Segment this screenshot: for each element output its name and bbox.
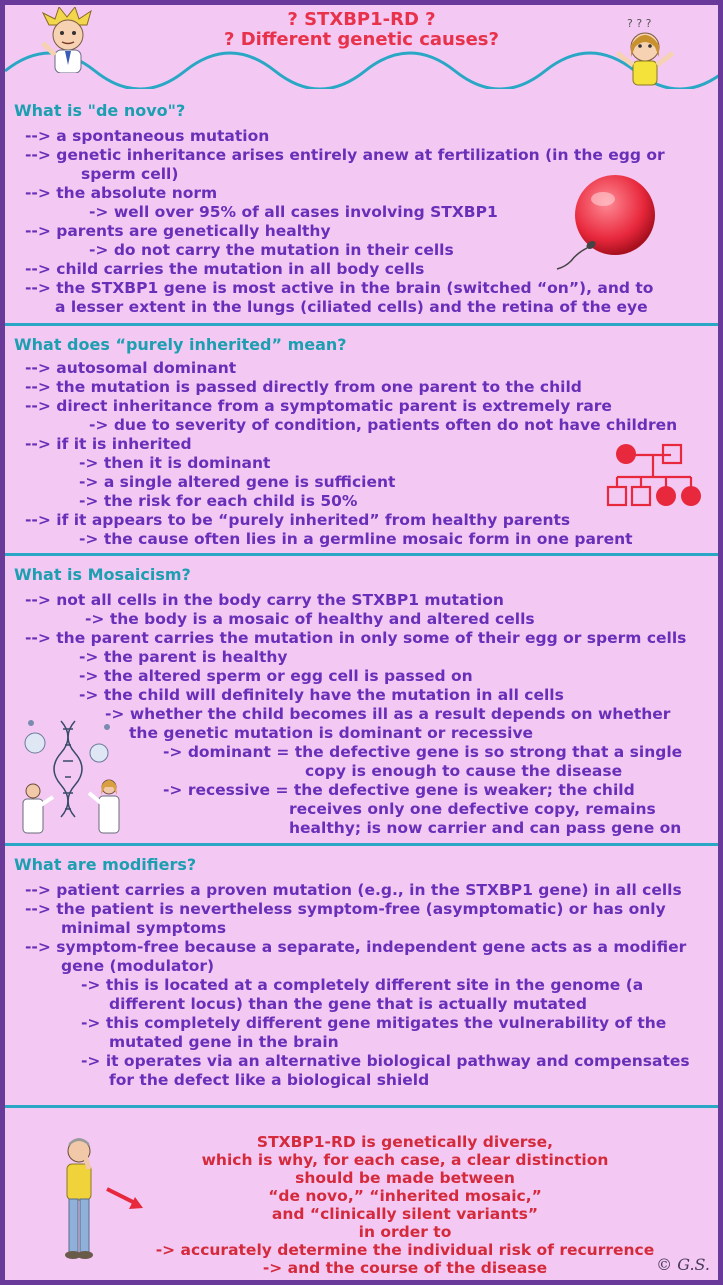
text-line: -> the risk for each child is 50% <box>79 492 358 510</box>
text-line: -> this is located at a completely different site in the genome (a <box>81 976 644 994</box>
section-divider <box>5 843 718 846</box>
text-line: -> it operates via an alternative biological pathway and compensates <box>81 1052 690 1070</box>
pedigree-chart-icon <box>601 439 705 515</box>
text-line: --> symptom-free because a separate, independent gene acts as a modifier <box>25 938 687 956</box>
header <box>5 5 718 97</box>
text-line: gene (modulator) <box>61 957 215 975</box>
text-line: -> the child will definitely have the mutation in all cells <box>79 686 564 704</box>
text-line: --> if it appears to be “purely inherited” from healthy parents <box>25 511 571 529</box>
red-arrow-icon <box>105 1185 147 1213</box>
conclusion-line: and “clinically silent variants” <box>271 1205 539 1223</box>
conclusion-line: -> accurately determine the individual risk of recurrence <box>155 1241 655 1259</box>
copyright-signature: © G.S. <box>656 1255 710 1274</box>
section-divider <box>5 323 718 326</box>
text-line: -> well over 95% of all cases involving STXBP1 <box>89 203 498 221</box>
section-title: What are modifiers? <box>14 855 197 874</box>
text-line: -> a single altered gene is sufficient <box>79 473 396 491</box>
text-line: -> the parent is healthy <box>79 648 288 666</box>
text-line: --> the mutation is passed directly from one parent to the child <box>25 378 582 396</box>
boy-thinking-icon <box>53 1137 107 1265</box>
text-line: --> the parent carries the mutation in only some of their egg or sperm cells <box>25 629 687 647</box>
text-line: --> the patient is nevertheless symptom-free (asymptomatic) or has only <box>25 900 666 918</box>
section-purely-inherited <box>5 327 718 551</box>
text-line: receives only one defective copy, remains <box>289 800 656 818</box>
section-mosaicism <box>5 557 718 841</box>
text-line: different locus) than the gene that is actually mutated <box>109 995 587 1013</box>
text-line: for the defect like a biological shield <box>109 1071 430 1089</box>
section-divider <box>5 553 718 556</box>
text-line: --> parents are genetically healthy <box>25 222 331 240</box>
text-line: -> recessive = the defective gene is weaker; the child <box>163 781 635 799</box>
text-line: sperm cell) <box>81 165 179 183</box>
text-line: copy is enough to cause the disease <box>305 762 623 780</box>
text-line: -> dominant = the defective gene is so strong that a single <box>163 743 683 761</box>
section-de-novo <box>5 97 718 319</box>
girl-cartoon-icon <box>611 15 681 87</box>
text-line: --> a spontaneous mutation <box>25 127 270 145</box>
text-line: -> the cause often lies in a germline mosaic form in one parent <box>79 530 633 548</box>
conclusion-line: should be made between <box>295 1169 515 1187</box>
conclusion-line: in order to <box>358 1223 452 1241</box>
section-title: What is Mosaicism? <box>14 565 191 584</box>
text-line: -> this completely different gene mitigates the vulnerability of the <box>81 1014 667 1032</box>
text-line: healthy; is now carrier and can pass gene on <box>289 819 682 837</box>
text-line: --> the absolute norm <box>25 184 218 202</box>
text-line: a lesser extent in the lungs (ciliated cells) and the retina of the eye <box>55 298 648 316</box>
conclusion-line: “de novo,” “inherited mosaic,” <box>268 1187 542 1205</box>
text-line: mutated gene in the brain <box>109 1033 339 1051</box>
text-line: --> direct inheritance from a symptomatic parent is extremely rare <box>25 397 612 415</box>
conclusion-line: which is why, for each case, a clear distinction <box>201 1151 609 1169</box>
text-line: minimal symptoms <box>61 919 227 937</box>
section-title: What does “purely inherited” mean? <box>14 335 347 354</box>
svg-text:? ? ?: ? ? ? <box>627 17 652 30</box>
text-line: --> if it is inherited <box>25 435 192 453</box>
text-line: -> whether the child becomes ill as a result depends on whether <box>105 705 671 723</box>
section-conclusion <box>5 1109 718 1281</box>
text-line: -> then it is dominant <box>79 454 271 472</box>
boy-cartoon-icon <box>39 7 99 73</box>
conclusion-line: STXBP1-RD is genetically diverse, <box>256 1133 554 1151</box>
text-line: the genetic mutation is dominant or recessive <box>129 724 534 742</box>
conclusion-line: -> and the course of the disease <box>262 1259 548 1277</box>
scientists-dna-icon <box>13 713 131 837</box>
page-title-line1: ? STXBP1-RD ? <box>287 9 436 30</box>
page-title-line2: ? Different genetic causes? <box>224 29 499 50</box>
text-line: --> the STXBP1 gene is most active in the brain (switched “on”), and to <box>25 279 654 297</box>
text-line: --> child carries the mutation in all body cells <box>25 260 425 278</box>
text-line: -> do not carry the mutation in their cells <box>89 241 454 259</box>
text-line: -> the body is a mosaic of healthy and altered cells <box>85 610 535 628</box>
text-line: --> patient carries a proven mutation (e.g., in the STXBP1 gene) in all cells <box>25 881 682 899</box>
text-line: --> not all cells in the body carry the STXBP1 mutation <box>25 591 504 609</box>
section-modifiers <box>5 847 718 1103</box>
text-line: --> genetic inheritance arises entirely anew at fertilization (in the egg or <box>25 146 665 164</box>
egg-sperm-icon <box>549 175 659 273</box>
section-divider <box>5 1105 718 1108</box>
text-line: --> autosomal dominant <box>25 359 237 377</box>
section-title: What is "de novo"? <box>14 101 186 120</box>
text-line: -> the altered sperm or egg cell is passed on <box>79 667 473 685</box>
text-line: -> due to severity of condition, patients often do not have children <box>89 416 678 434</box>
